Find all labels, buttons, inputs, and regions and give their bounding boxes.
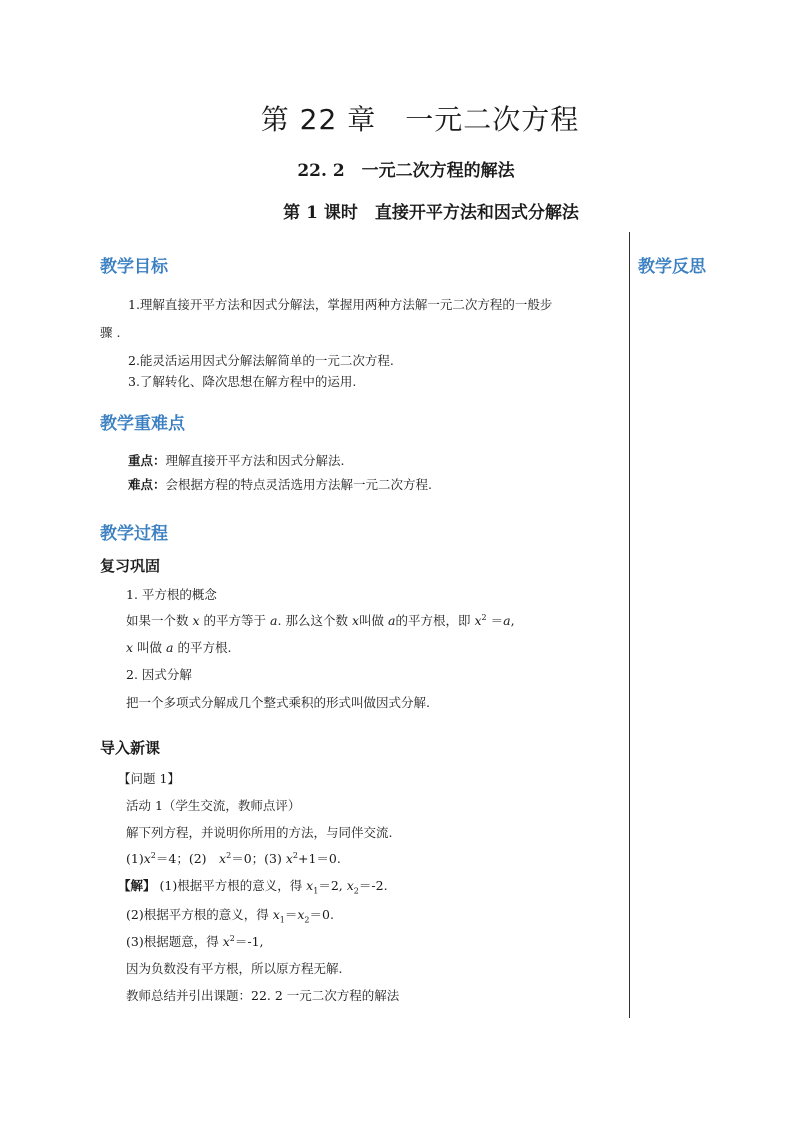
objective-2: 2.能灵活运用因式分解法解简单的一元二次方程. (128, 353, 394, 368)
math-subscript: 1 (313, 886, 319, 896)
math-a: a (388, 613, 396, 628)
text-run: (1)根据平方根的意义，得 (155, 878, 307, 893)
math-subscript: 2 (353, 886, 359, 896)
process-heading: 教学过程 (100, 524, 168, 544)
task-line: 解下列方程，并说明你所用的方法，与同伴交流. (126, 825, 393, 840)
math-a: a (270, 613, 278, 628)
intro-heading: 导入新课 (100, 739, 161, 757)
section-title: 22. 2 一元二次方程的解法 (297, 161, 515, 181)
text-run: ＝0. (309, 907, 334, 922)
math-exponent: 2 (226, 850, 232, 860)
math-exponent: 2 (292, 850, 298, 860)
math-x: x (126, 640, 134, 655)
math-exponent: 2 (150, 850, 156, 860)
math-subscript: 1 (279, 915, 285, 925)
column-divider (629, 232, 630, 1018)
chapter-title: 第 22 章 一元二次方程 (260, 103, 580, 136)
solution-2-line (126, 905, 334, 925)
text-run: ＝4；(2) (155, 851, 220, 866)
key-points-heading: 教学重难点 (100, 414, 185, 434)
text-run: ＝-1, (234, 934, 264, 949)
text-run: 的平方根，即 (395, 613, 471, 628)
summary-line: 教师总结并引出课题：22. 2 一元二次方程的解法 (126, 988, 400, 1003)
math-x: x (192, 613, 200, 628)
difficult-label: 难点： (128, 477, 166, 492)
math-subscript: 2 (304, 915, 310, 925)
math-a: a (166, 640, 174, 655)
difficult-text: 会根据方程的特点灵活选用方法解一元二次方程. (165, 477, 432, 492)
math-exponent: 2 (481, 612, 487, 622)
activity-line: 活动 1（学生交流，教师点评） (126, 798, 301, 813)
text-run: (2)根据平方根的意义，得 (126, 907, 273, 922)
solution-3-line (126, 932, 264, 950)
difficult-point-line (128, 475, 432, 493)
problem-label: 【问题 1】 (118, 771, 180, 786)
solution-1-line (118, 876, 388, 896)
text-run: . 那么这个数 (277, 613, 348, 628)
review-heading: 复习巩固 (100, 557, 161, 575)
text-run: , (510, 613, 515, 628)
key-point-line (128, 451, 345, 469)
objective-3: 3.了解转化、降次思想在解方程中的运用. (128, 374, 357, 389)
text-run: (3)根据题意，得 (126, 934, 223, 949)
text-run: ＝ (490, 613, 504, 628)
reflection-heading: 教学反思 (638, 257, 706, 277)
text-run: 如果一个数 (126, 613, 189, 628)
objectives-heading: 教学目标 (100, 257, 168, 277)
text-run: ＝ (284, 907, 298, 922)
text-run: 叫做 (137, 640, 163, 655)
equations-line (126, 849, 341, 867)
text-run: 叫做 (359, 613, 385, 628)
key-text: 理解直接开平方法和因式分解法. (165, 453, 345, 468)
math-x: x (219, 851, 227, 866)
math-x: x (306, 878, 314, 893)
lesson-title: 第 1 课时 直接开平方法和因式分解法 (283, 203, 579, 223)
math-x: x (222, 934, 230, 949)
text-run: ＝2, (318, 878, 347, 893)
math-x: x (272, 907, 280, 922)
solution-3-line-2: 因为负数没有平方根，所以原方程无解. (126, 961, 343, 976)
math-a: a (503, 613, 511, 628)
text-run: 的平方根. (177, 640, 232, 655)
math-exponent: 2 (229, 933, 235, 943)
text-run: 的平方等于 (203, 613, 267, 628)
text-run: ＝0；(3) (231, 851, 286, 866)
math-x: x (346, 878, 354, 893)
objective-1: 1.理解直接开平方法和因式分解法，掌握用两种方法解一元二次方程的一般步 (128, 297, 553, 312)
math-x: x (297, 907, 305, 922)
review-item-2-title: 2. 因式分解 (126, 667, 192, 682)
math-x: x (285, 851, 293, 866)
key-label: 重点： (128, 453, 166, 468)
review-item-1-line-1 (126, 611, 515, 629)
review-item-2-text: 把一个多项式分解成几个整式乘积的形式叫做因式分解. (126, 695, 430, 710)
math-x: x (143, 851, 151, 866)
text-run: ＝-2. (358, 878, 388, 893)
text-run: (1) (126, 851, 144, 866)
review-item-1-title: 1. 平方根的概念 (126, 587, 217, 602)
review-item-1-line-2 (126, 638, 231, 656)
objective-1-cont: 骤 . (100, 325, 121, 340)
math-x: x (474, 613, 482, 628)
solution-label: 【解】 (118, 878, 156, 893)
math-x: x (351, 613, 359, 628)
text-run: +1＝0. (298, 851, 341, 866)
